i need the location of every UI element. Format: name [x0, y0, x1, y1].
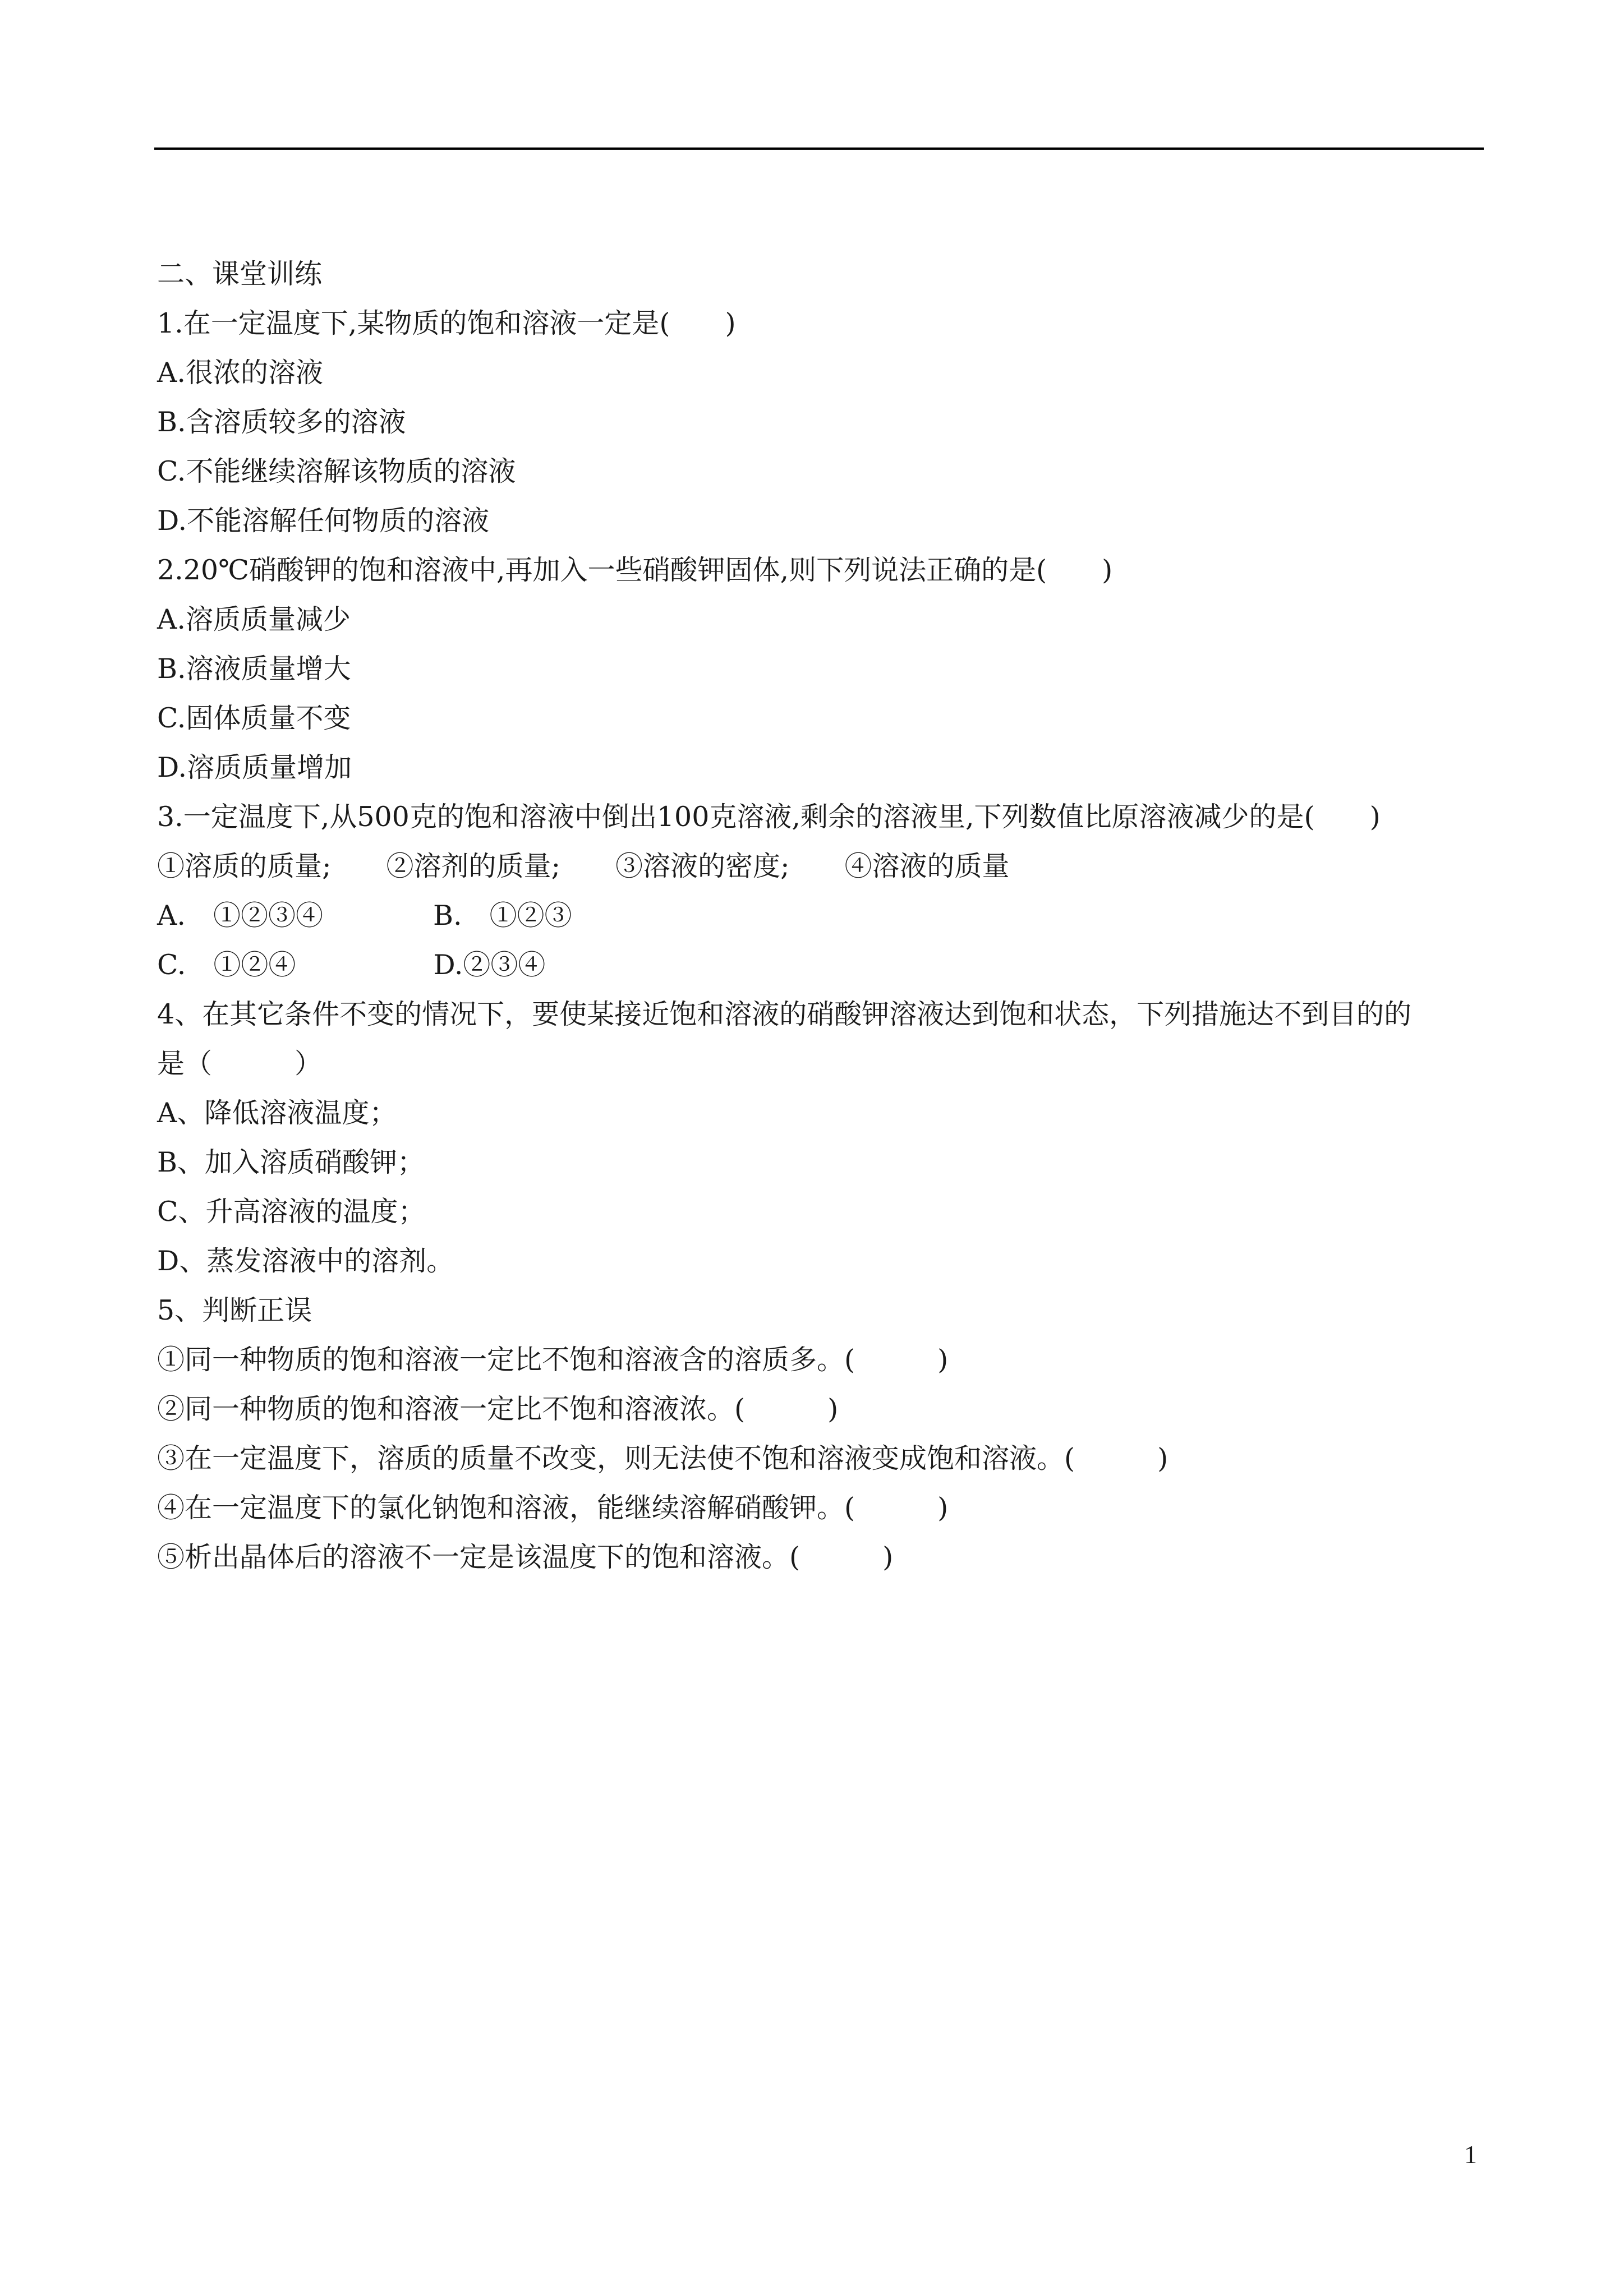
statement-5-5: ⑤析出晶体后的溶液不一定是该温度下的饱和溶液。( ): [157, 1541, 894, 1573]
statement-5-4: ④在一定温度下的氯化钠饱和溶液，能继续溶解硝酸钾。( ): [157, 1492, 949, 1524]
option-1a: A.很浓的溶液: [157, 357, 323, 389]
option-2d: D.溶质质量增加: [157, 751, 352, 783]
option-4c: C、升高溶液的温度；: [157, 1196, 426, 1228]
option-4b: B、加入溶质硝酸钾；: [157, 1146, 425, 1178]
question-1: 1.在一定温度下,某物质的饱和溶液一定是( ): [157, 307, 736, 339]
option-3ab: A. ①②③④ B. ①②③: [157, 900, 572, 932]
question-3: 3.一定温度下,从500克的饱和溶液中倒出100克溶液,剩余的溶液里,下列数值比原溶液减少的是( ): [157, 801, 1381, 833]
document-body: [157, 250, 1487, 1582]
header-rule: [154, 147, 1484, 150]
question-4-cont: 是（ ）: [157, 1048, 323, 1080]
question-4: 4、在其它条件不变的情况下，要使某接近饱和溶液的硝酸钾溶液达到饱和状态，下列措施达不到目的的: [157, 998, 1412, 1030]
page-number: 1: [1464, 2140, 1477, 2169]
question-2: 2.20℃硝酸钾的饱和溶液中,再加入一些硝酸钾固体,则下列说法正确的是( ): [157, 554, 1113, 586]
option-4a: A、降低溶液温度；: [157, 1097, 397, 1129]
option-2b: B.溶液质量增大: [157, 653, 351, 685]
option-2c: C.固体质量不变: [157, 702, 351, 734]
option-3cd: C. ①②④ D.②③④: [157, 949, 546, 981]
statement-5-2: ②同一种物质的饱和溶液一定比不饱和溶液浓。( ): [157, 1393, 839, 1425]
statement-5-1: ①同一种物质的饱和溶液一定比不饱和溶液含的溶质多。( ): [157, 1344, 949, 1376]
option-1b: B.含溶质较多的溶液: [157, 406, 406, 438]
question-3-items: ①溶质的质量; ②溶剂的质量; ③溶液的密度; ④溶液的质量: [157, 850, 1010, 882]
statement-5-3: ③在一定温度下，溶质的质量不改变，则无法使不饱和溶液变成饱和溶液。( ): [157, 1442, 1168, 1474]
option-1d: D.不能溶解任何物质的溶液: [157, 505, 490, 537]
option-1c: C.不能继续溶解该物质的溶液: [157, 455, 516, 487]
question-5: 5、判断正误: [157, 1294, 312, 1326]
option-2a: A.溶质质量减少: [157, 603, 351, 635]
section-title: 二、课堂训练: [157, 258, 323, 290]
option-4d: D、蒸发溶液中的溶剂。: [157, 1245, 454, 1277]
